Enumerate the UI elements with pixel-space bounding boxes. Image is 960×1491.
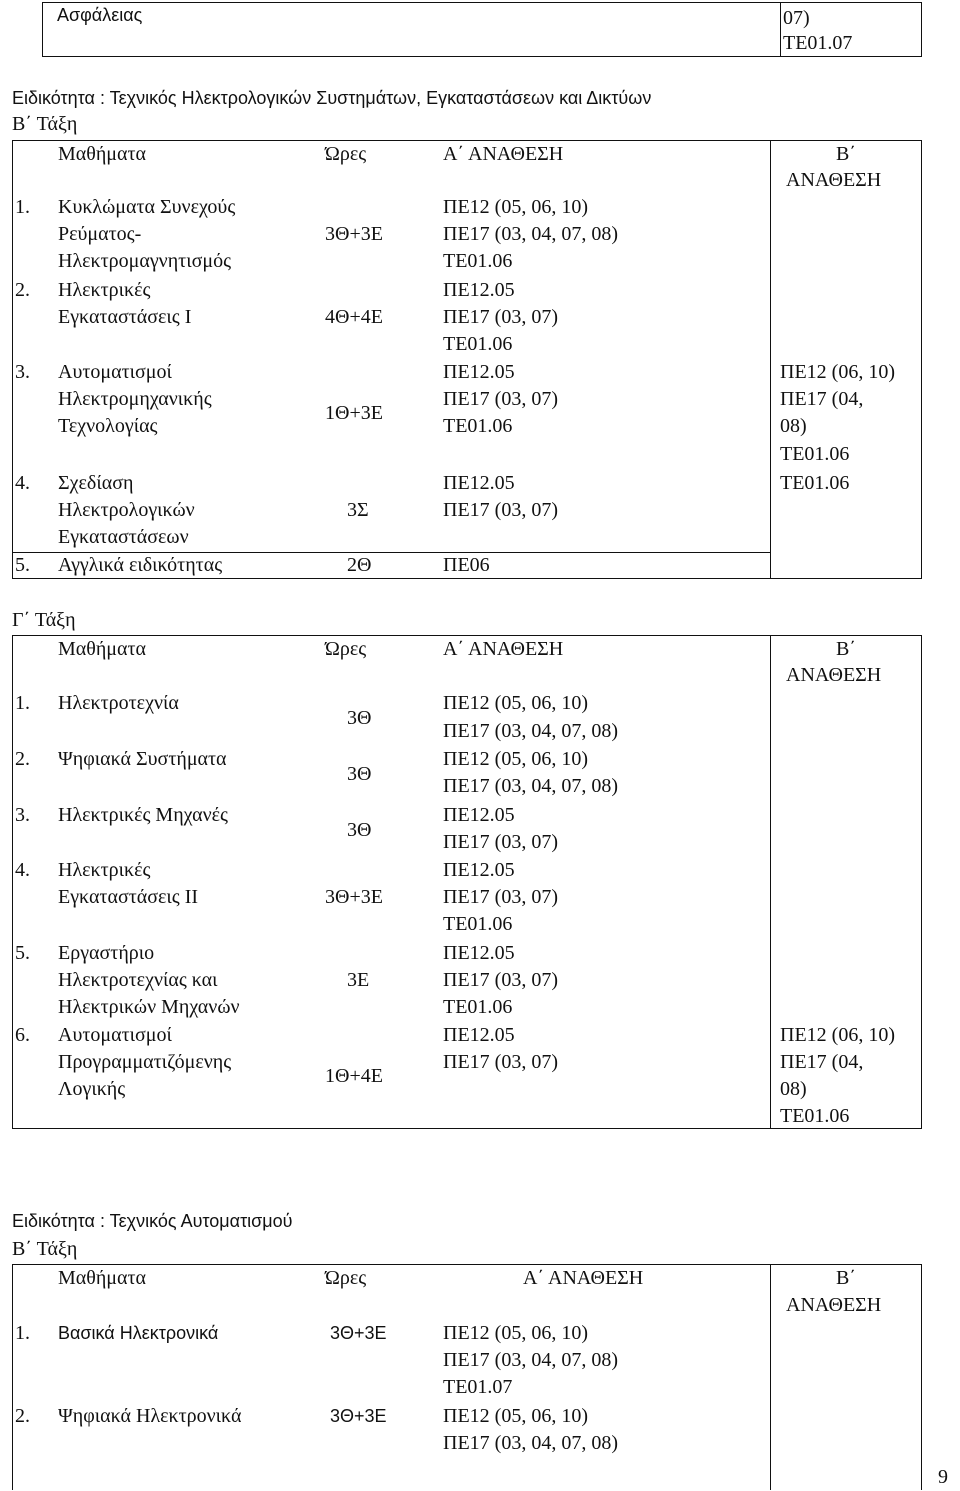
subject-name-line: Εργαστήριο xyxy=(58,942,155,964)
header-b-assign-1: Β΄ xyxy=(836,143,856,165)
top-row-b-line1: 07) xyxy=(783,7,810,29)
subject-hours: 3Θ+3Ε xyxy=(330,1406,387,1426)
subject-name-line: Ηλεκτρομηχανικής xyxy=(58,388,212,410)
b-assign-line: ΠΕ17 (04, xyxy=(780,1051,864,1073)
header-a-assign: Α΄ ΑΝΑΘΕΣΗ xyxy=(443,638,564,660)
a-assign-line: ΤΕ01.06 xyxy=(443,333,513,355)
subject-name-line: Εγκαταστάσεις Ι xyxy=(58,306,192,328)
specialty1-class-c-heading: Γ΄ Τάξη xyxy=(12,609,76,631)
subject-name-line: Ηλεκτροτεχνία xyxy=(58,692,179,714)
a-assign-line: ΤΕ01.07 xyxy=(443,1376,513,1398)
subject-name-line: Ηλεκτρομαγνητισμός xyxy=(58,250,232,272)
subject-hours: 3Θ xyxy=(347,819,372,841)
subject-name-line: Αυτοματισμοί xyxy=(58,1024,172,1046)
a-assign-line: ΠΕ12.05 xyxy=(443,804,515,826)
a-assign-line: ΠΕ17 (03, 04, 07, 08) xyxy=(443,223,618,245)
a-assign-line: ΠΕ12 (05, 06, 10) xyxy=(443,692,588,714)
header-subjects: Μαθήματα xyxy=(58,638,147,660)
top-row-label: Ασφάλειας xyxy=(57,5,143,25)
a-assign-line: ΠΕ06 xyxy=(443,554,490,576)
b-assign-line: ΤΕ01.06 xyxy=(780,1105,850,1127)
b-assign-line: 08) xyxy=(780,415,807,437)
a-assign-line: ΤΕ01.06 xyxy=(443,250,513,272)
subject-name-line: Βασικά Ηλεκτρονικά xyxy=(58,1323,219,1343)
header-a-assign: Α΄ ΑΝΑΘΕΣΗ xyxy=(523,1267,644,1289)
a-assign-line: ΠΕ12.05 xyxy=(443,472,515,494)
a-assign-line: ΠΕ12 (05, 06, 10) xyxy=(443,1322,588,1344)
b-assign-line: ΤΕ01.06 xyxy=(780,443,850,465)
subject-hours: 3Θ+3Ε xyxy=(330,1323,387,1343)
header-b-assign-2: ΑΝΑΘΕΣΗ xyxy=(786,664,882,686)
header-subjects: Μαθήματα xyxy=(58,1267,147,1289)
row-number: 5. xyxy=(15,942,30,964)
subject-name-line: Ηλεκτροτεχνίας και xyxy=(58,969,218,991)
subject-hours: 3Θ+3Ε xyxy=(325,223,383,245)
a-assign-line: ΠΕ17 (03, 04, 07, 08) xyxy=(443,775,618,797)
page-number: 9 xyxy=(938,1466,948,1488)
specialty2-class-b-heading: Β΄ Τάξη xyxy=(12,1238,78,1260)
a-assign-line: ΠΕ12.05 xyxy=(443,279,515,301)
subject-name-line: Ηλεκτρολογικών xyxy=(58,499,195,521)
header-hours: Ώρες xyxy=(325,638,367,660)
specialty1-class-b-heading: Β΄ Τάξη xyxy=(12,113,78,135)
a-assign-line: ΠΕ17 (03, 07) xyxy=(443,1051,558,1073)
a-assign-line: ΠΕ17 (03, 04, 07, 08) xyxy=(443,1349,618,1371)
subject-name-line: Κυκλώματα Συνεχούς xyxy=(58,196,236,218)
a-assign-line: ΠΕ12 (05, 06, 10) xyxy=(443,748,588,770)
header-subjects: Μαθήματα xyxy=(58,143,147,165)
a-assign-line: ΠΕ12 (05, 06, 10) xyxy=(443,196,588,218)
b-assign-line: ΠΕ12 (06, 10) xyxy=(780,361,895,383)
header-b-assign-1: Β΄ xyxy=(836,638,856,660)
row-number: 2. xyxy=(15,279,30,301)
a-assign-line: ΠΕ17 (03, 07) xyxy=(443,969,558,991)
row-number: 3. xyxy=(15,804,30,826)
a-assign-line: ΤΕ01.06 xyxy=(443,415,513,437)
row-number: 2. xyxy=(15,1405,30,1427)
subject-name-line: Λογικής xyxy=(58,1078,126,1100)
subject-hours: 2Θ xyxy=(347,554,372,576)
subject-hours: 3Σ xyxy=(347,499,369,521)
a-assign-line: ΠΕ17 (03, 04, 07, 08) xyxy=(443,1432,618,1454)
subject-name-line: Αγγλικά ειδικότητας xyxy=(58,554,223,576)
header-hours: Ώρες xyxy=(325,1267,367,1289)
b-assign-line: ΠΕ12 (06, 10) xyxy=(780,1024,895,1046)
row-number: 5. xyxy=(15,554,30,576)
subject-name-line: Εγκαταστάσεις ΙΙ xyxy=(58,886,199,908)
row-number: 4. xyxy=(15,859,30,881)
subject-name-line: Ρεύματος- xyxy=(58,223,142,245)
a-assign-line: ΠΕ12.05 xyxy=(443,361,515,383)
subject-name-line: Εγκαταστάσεων xyxy=(58,526,189,548)
b-assign-line: ΤΕ01.06 xyxy=(780,472,850,494)
a-assign-line: ΠΕ17 (03, 07) xyxy=(443,306,558,328)
subject-name-line: Ηλεκτρικές xyxy=(58,859,151,881)
row-number: 1. xyxy=(15,196,30,218)
subject-hours: 3Ε xyxy=(347,969,370,991)
subject-hours: 1Θ+3Ε xyxy=(325,402,383,424)
header-hours: Ώρες xyxy=(325,143,367,165)
subject-name-line: Ηλεκτρικών Μηχανών xyxy=(58,996,240,1018)
subject-hours: 3Θ xyxy=(347,707,372,729)
subject-hours: 3Θ+3Ε xyxy=(325,886,383,908)
a-assign-line: ΤΕ01.06 xyxy=(443,913,513,935)
header-b-assign-1: Β΄ xyxy=(836,1267,856,1289)
header-b-assign-2: ΑΝΑΘΕΣΗ xyxy=(786,1294,882,1316)
subject-hours: 1Θ+4Ε xyxy=(325,1065,383,1087)
subject-hours: 4Θ+4Ε xyxy=(325,306,383,328)
subject-name-line: Αυτοματισμοί xyxy=(58,361,172,383)
row-number: 2. xyxy=(15,748,30,770)
row-number: 6. xyxy=(15,1024,30,1046)
a-assign-line: ΠΕ12.05 xyxy=(443,1024,515,1046)
subject-name-line: Ψηφιακά Συστήματα xyxy=(58,748,227,770)
row-number: 1. xyxy=(15,692,30,714)
b-assign-line: ΠΕ17 (04, xyxy=(780,388,864,410)
header-b-assign-2: ΑΝΑΘΕΣΗ xyxy=(786,169,882,191)
a-assign-line: ΠΕ17 (03, 04, 07, 08) xyxy=(443,720,618,742)
header-a-assign: Α΄ ΑΝΑΘΕΣΗ xyxy=(443,143,564,165)
a-assign-line: ΠΕ17 (03, 07) xyxy=(443,388,558,410)
a-assign-line: ΠΕ17 (03, 07) xyxy=(443,886,558,908)
a-assign-line: ΠΕ17 (03, 07) xyxy=(443,831,558,853)
row-number: 1. xyxy=(15,1322,30,1344)
subject-name-line: Τεχνολογίας xyxy=(58,415,158,437)
subject-name-line: Σχεδίαση xyxy=(58,472,134,494)
top-row-b-line2: ΤΕ01.07 xyxy=(783,32,853,54)
a-assign-line: ΤΕ01.06 xyxy=(443,996,513,1018)
specialty2-title: Ειδικότητα : Τεχνικός Αυτοματισμού xyxy=(12,1211,293,1231)
subject-name-line: Προγραμματιζόμενης xyxy=(58,1051,232,1073)
b-assign-line: 08) xyxy=(780,1078,807,1100)
a-assign-line: ΠΕ12.05 xyxy=(443,942,515,964)
subject-name-line: Ψηφιακά Ηλεκτρονικά xyxy=(58,1405,242,1427)
a-assign-line: ΠΕ17 (03, 07) xyxy=(443,499,558,521)
subject-hours: 3Θ xyxy=(347,763,372,785)
a-assign-line: ΠΕ12 (05, 06, 10) xyxy=(443,1405,588,1427)
a-assign-line: ΠΕ12.05 xyxy=(443,859,515,881)
subject-name-line: Ηλεκτρικές xyxy=(58,279,151,301)
row-number: 4. xyxy=(15,472,30,494)
row-number: 3. xyxy=(15,361,30,383)
subject-name-line: Ηλεκτρικές Μηχανές xyxy=(58,804,228,826)
specialty1-title: Ειδικότητα : Τεχνικός Ηλεκτρολογικών Συστημάτων, Εγκαταστάσεων και Δικτύων xyxy=(12,88,652,108)
